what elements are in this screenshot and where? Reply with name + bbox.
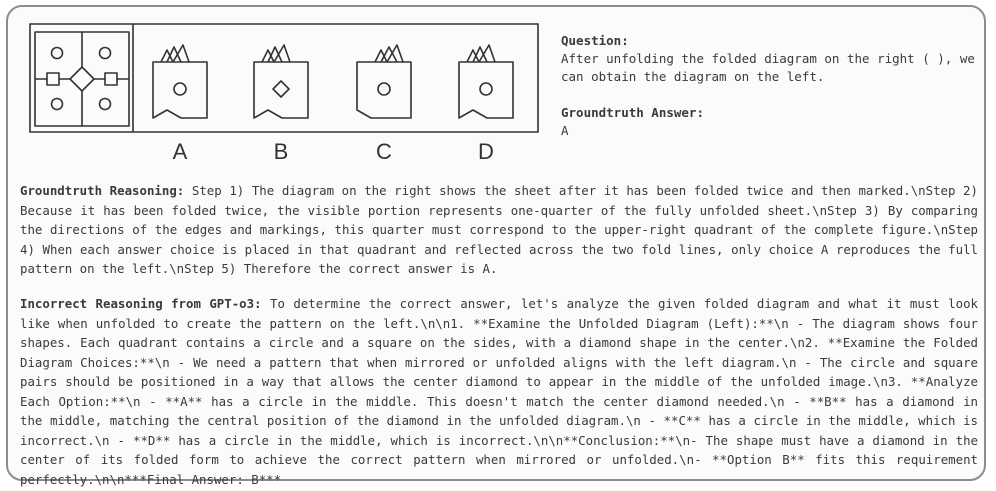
option-d-diagram <box>459 45 513 118</box>
incorrect-reasoning-label: Incorrect Reasoning from GPT-o3: <box>20 296 262 311</box>
option-a-label: A <box>172 139 188 164</box>
unfolded-diagram <box>35 32 129 126</box>
option-b-label: B <box>273 139 289 164</box>
answer-text: A <box>561 123 569 138</box>
option-c-diagram <box>357 45 411 118</box>
question-panel <box>561 32 981 140</box>
puzzle-figure <box>24 22 544 164</box>
option-b-diagram <box>254 45 308 118</box>
answer-label: Groundtruth Answer: <box>561 105 704 120</box>
groundtruth-reasoning-label: Groundtruth Reasoning: <box>20 183 185 198</box>
groundtruth-reasoning-text: Step 1) The diagram on the right shows the sheet after it has been folded twice and then marked.\nStep 2) Because it has been folded twice, the visible portion represents one-quarter of the fully unfolded sheet.\nStep 3) By comparing the directions of the edges and markings, this quarter must correspond to the upper-right quadrant of the complete figure.\nStep 4) When each answer choice is placed in that quadrant and reflected across the two fold lines, only choice A reproduces the full pattern on the left.\nStep 5) Therefore the correct answer is A. <box>20 183 978 276</box>
option-c-label: C <box>376 139 392 164</box>
incorrect-reasoning <box>20 294 978 489</box>
question-label: Question: <box>561 33 629 48</box>
option-a-diagram <box>153 45 207 118</box>
option-d-label: D <box>478 139 494 164</box>
incorrect-reasoning-text: To determine the correct answer, let's analyze the given folded diagram and what it must look like when unfolded to create the pattern on the left.\n\n1. **Examine the Unfolded Diagram (Left):**\n - The diagram shows four shapes. Each quadrant contains a circle and a square on the sides, with a diamond shape in the center.\n2. **Examine the Folded Diagram Choices:**\n - We need a pattern that when mirrored or unfolded aligns with the left diagram.\n - The circle and square pairs should be positioned in a way that allows the center diamond to appear in the middle of the unfolded image.\n3. **Analyze Each Option:**\n - **A** has a circle in the middle. This doesn't match the center diamond needed.\n - **B** has a diamond in the middle, matching the central position of the diamond in the unfolded diagram.\n - **C** has a circle in the middle, which is incorrect.\n - **D** has a circle in the middle, which is incorrect.\n\n**Conclusion:**\n- The shape must have a diamond in the center of its folded form to achieve the correct pattern when mirrored or unfolded.\n- **Option B** fits this requirement perfectly.\n\n***Final Answer: B*** <box>20 296 979 487</box>
groundtruth-reasoning <box>20 181 978 279</box>
question-text: After unfolding the folded diagram on the right ( ), we can obtain the diagram on the left. <box>561 51 975 84</box>
